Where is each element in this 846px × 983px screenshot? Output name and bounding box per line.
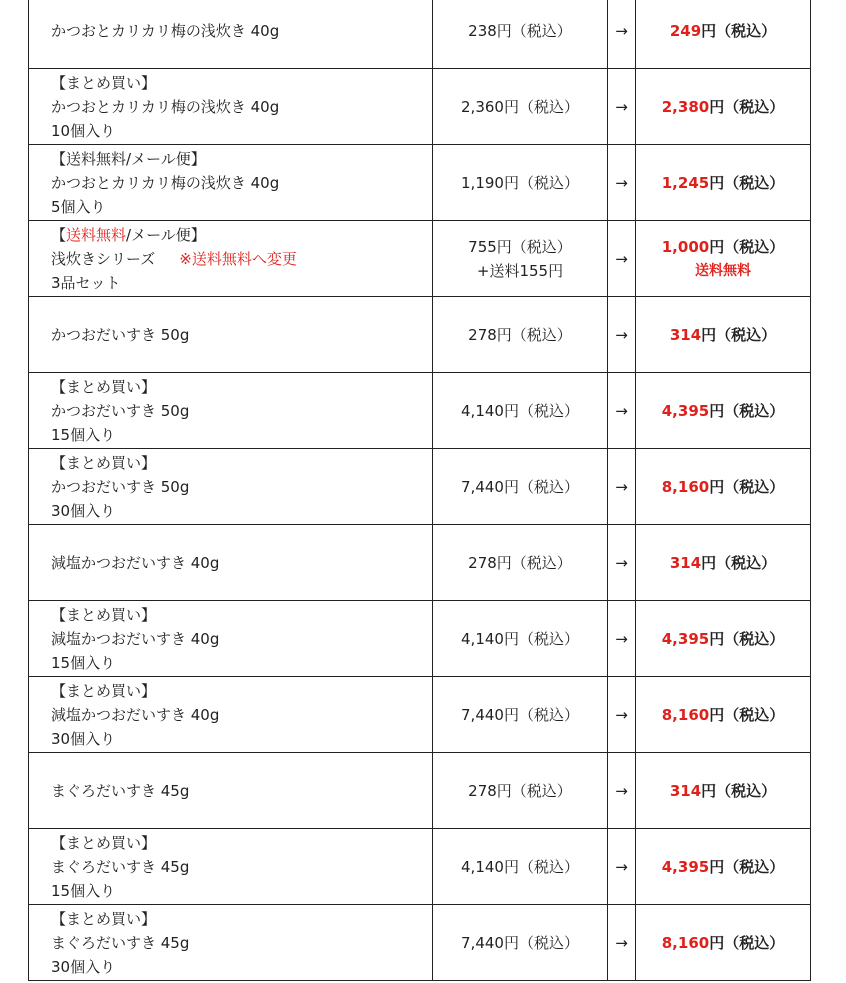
new-price-cell <box>636 69 811 145</box>
yen-unit: 円 <box>709 857 725 876</box>
new-price-line <box>636 551 810 575</box>
new-price-cell <box>636 601 811 677</box>
arrow-right-icon: → <box>608 905 636 981</box>
arrow-right-icon: → <box>608 601 636 677</box>
product-name-line: 減塩かつおだいすき 40g <box>51 629 220 648</box>
old-price-text: 4,140円（税込） <box>461 629 579 648</box>
product-name-line: まぐろだいすき 45g <box>51 933 190 952</box>
yen-unit: 円 <box>709 97 725 116</box>
mail-label: /メール便】 <box>126 225 206 244</box>
table-row <box>29 677 811 753</box>
product-name-line: かつおだいすき 50g <box>51 325 190 344</box>
old-price-text: 755円（税込） <box>468 237 572 256</box>
arrow-right-icon: → <box>608 0 636 69</box>
product-name-line: 【まとめ買い】 <box>51 681 157 700</box>
product-name-line: かつおとカリカリ梅の浅炊き 40g <box>51 97 280 116</box>
product-name-line: 【まとめ買い】 <box>51 833 157 852</box>
tax-included-label: （税込） <box>724 97 785 116</box>
tax-included-label: （税込） <box>724 401 785 420</box>
table-row <box>29 145 811 221</box>
old-price-text: 278円（税込） <box>468 781 572 800</box>
free-shipping-label: 送料無料 <box>66 225 127 244</box>
new-price-value: 8,160 <box>661 933 710 952</box>
price-table-body <box>29 0 811 981</box>
product-name-line: 15個入り <box>51 881 116 900</box>
arrow-right-icon: → <box>608 677 636 753</box>
tax-included-label: （税込） <box>716 21 777 40</box>
table-row <box>29 829 811 905</box>
product-name-line: 30個入り <box>51 501 116 520</box>
tax-included-label: （税込） <box>724 173 785 192</box>
product-name-line: かつおだいすき 50g <box>51 401 190 420</box>
new-price-line <box>636 931 810 955</box>
new-price-line <box>636 399 810 423</box>
arrow-right-icon: → <box>608 373 636 449</box>
table-row <box>29 905 811 981</box>
tax-included-label: （税込） <box>724 237 785 256</box>
old-price-cell <box>433 297 608 373</box>
old-price-cell <box>433 145 608 221</box>
new-price-value: 314 <box>669 325 702 344</box>
old-price-cell <box>433 221 608 297</box>
product-name-text: 浅炊きシリーズ <box>51 249 156 268</box>
product-name-cell <box>29 601 433 677</box>
new-price-cell <box>636 145 811 221</box>
product-name-line: 【まとめ買い】 <box>51 909 157 928</box>
tax-included-label: （税込） <box>724 705 785 724</box>
product-name-line: かつおとカリカリ梅の浅炊き 40g <box>51 21 280 40</box>
tax-included-label: （税込） <box>724 477 785 496</box>
old-price-cell <box>433 525 608 601</box>
arrow-right-icon: → <box>608 829 636 905</box>
product-name-line <box>51 247 432 271</box>
old-price-text: 7,440円（税込） <box>461 477 579 496</box>
new-price-line <box>636 95 810 119</box>
product-name-line: 【まとめ買い】 <box>51 453 157 472</box>
product-quantity-line: 3品セット <box>51 273 121 292</box>
old-price-cell <box>433 69 608 145</box>
new-price-cell <box>636 297 811 373</box>
product-name-line: かつおとカリカリ梅の浅炊き 40g <box>51 173 280 192</box>
product-name-cell <box>29 0 433 69</box>
yen-unit: 円 <box>709 477 725 496</box>
product-name-cell <box>29 677 433 753</box>
tax-included-label: （税込） <box>724 857 785 876</box>
arrow-right-icon: → <box>608 449 636 525</box>
product-name-line: 【送料無料/メール便】 <box>51 149 206 168</box>
new-price-value: 1,245 <box>661 173 710 192</box>
yen-unit: 円 <box>701 325 717 344</box>
yen-unit: 円 <box>709 933 725 952</box>
old-price-cell <box>433 0 608 69</box>
new-price-line <box>636 855 810 879</box>
new-price-cell <box>636 449 811 525</box>
tax-included-label: （税込） <box>716 553 777 572</box>
yen-unit: 円 <box>701 21 717 40</box>
new-price-line <box>636 19 810 43</box>
arrow-right-icon: → <box>608 221 636 297</box>
old-price-text: 2,360円（税込） <box>461 97 579 116</box>
new-price-line <box>636 627 810 651</box>
new-price-value: 4,395 <box>661 629 710 648</box>
yen-unit: 円 <box>709 705 725 724</box>
new-price-value: 2,380 <box>661 97 710 116</box>
old-price-text: 7,440円（税込） <box>461 705 579 724</box>
product-name-cell <box>29 145 433 221</box>
product-name-line: 【まとめ買い】 <box>51 73 157 92</box>
arrow-right-icon: → <box>608 753 636 829</box>
new-price-line <box>636 703 810 727</box>
yen-unit: 円 <box>709 173 725 192</box>
new-price-line <box>636 235 810 259</box>
new-price-value: 249 <box>669 21 702 40</box>
new-price-line <box>636 323 810 347</box>
old-price-cell <box>433 449 608 525</box>
new-price-line <box>636 171 810 195</box>
table-row <box>29 525 811 601</box>
product-name-line: まぐろだいすき 45g <box>51 781 190 800</box>
yen-unit: 円 <box>701 781 717 800</box>
product-name-line: 30個入り <box>51 957 116 976</box>
new-price-cell <box>636 0 811 69</box>
new-price-value: 1,000 <box>661 237 710 256</box>
old-price-cell <box>433 905 608 981</box>
product-name-cell <box>29 297 433 373</box>
new-price-cell <box>636 525 811 601</box>
old-price-text: +送料155円 <box>476 261 564 280</box>
product-name-line: 【まとめ買い】 <box>51 605 157 624</box>
old-price-text: 4,140円（税込） <box>461 401 579 420</box>
product-name-cell <box>29 69 433 145</box>
product-name-line: 5個入り <box>51 197 106 216</box>
new-price-value: 8,160 <box>661 705 710 724</box>
new-price-cell <box>636 905 811 981</box>
new-price-cell <box>636 829 811 905</box>
price-table <box>28 0 811 981</box>
yen-unit: 円 <box>709 237 725 256</box>
old-price-cell <box>433 753 608 829</box>
table-row <box>29 297 811 373</box>
product-name-line: 【まとめ買い】 <box>51 377 157 396</box>
product-name-cell <box>29 525 433 601</box>
product-name-line: かつおだいすき 50g <box>51 477 190 496</box>
new-price-value: 4,395 <box>661 401 710 420</box>
product-name-line: 30個入り <box>51 729 116 748</box>
table-row <box>29 601 811 677</box>
product-name-line: 15個入り <box>51 653 116 672</box>
bracket-open: 【 <box>51 225 67 244</box>
new-price-cell <box>636 221 811 297</box>
product-name-line: 減塩かつおだいすき 40g <box>51 705 220 724</box>
product-name-line: まぐろだいすき 45g <box>51 857 190 876</box>
table-row <box>29 221 811 297</box>
arrow-right-icon: → <box>608 145 636 221</box>
table-row <box>29 753 811 829</box>
product-name-cell <box>29 829 433 905</box>
product-name-cell <box>29 221 433 297</box>
new-price-value: 8,160 <box>661 477 710 496</box>
tax-included-label: （税込） <box>716 325 777 344</box>
yen-unit: 円 <box>701 553 717 572</box>
new-price-cell <box>636 373 811 449</box>
yen-unit: 円 <box>709 401 725 420</box>
tax-included-label: （税込） <box>716 781 777 800</box>
yen-unit: 円 <box>709 629 725 648</box>
new-price-line <box>636 475 810 499</box>
table-row <box>29 69 811 145</box>
old-price-text: 1,190円（税込） <box>461 173 579 192</box>
old-price-text: 238円（税込） <box>468 21 572 40</box>
product-name-line: 10個入り <box>51 121 116 140</box>
old-price-text: 278円（税込） <box>468 553 572 572</box>
new-price-cell <box>636 677 811 753</box>
product-name-line: 減塩かつおだいすき 40g <box>51 553 220 572</box>
new-price-line <box>636 779 810 803</box>
new-price-cell <box>636 753 811 829</box>
old-price-cell <box>433 677 608 753</box>
new-price-value: 4,395 <box>661 857 710 876</box>
free-shipping-badge: 送料無料 <box>695 262 751 279</box>
old-price-cell <box>433 601 608 677</box>
tax-included-label: （税込） <box>724 933 785 952</box>
new-price-value: 314 <box>669 553 702 572</box>
product-name-cell <box>29 373 433 449</box>
table-row <box>29 0 811 69</box>
table-row <box>29 373 811 449</box>
arrow-right-icon: → <box>608 69 636 145</box>
old-price-cell <box>433 829 608 905</box>
product-category-line <box>51 223 432 247</box>
table-row <box>29 449 811 525</box>
product-name-line: 15個入り <box>51 425 116 444</box>
old-price-text: 278円（税込） <box>468 325 572 344</box>
tax-included-label: （税込） <box>724 629 785 648</box>
old-price-cell <box>433 373 608 449</box>
change-note: ※送料無料へ変更 <box>179 249 297 268</box>
product-name-cell <box>29 449 433 525</box>
arrow-right-icon: → <box>608 525 636 601</box>
old-price-text: 4,140円（税込） <box>461 857 579 876</box>
new-price-value: 314 <box>669 781 702 800</box>
product-name-cell <box>29 905 433 981</box>
old-price-text: 7,440円（税込） <box>461 933 579 952</box>
arrow-right-icon: → <box>608 297 636 373</box>
product-name-cell <box>29 753 433 829</box>
